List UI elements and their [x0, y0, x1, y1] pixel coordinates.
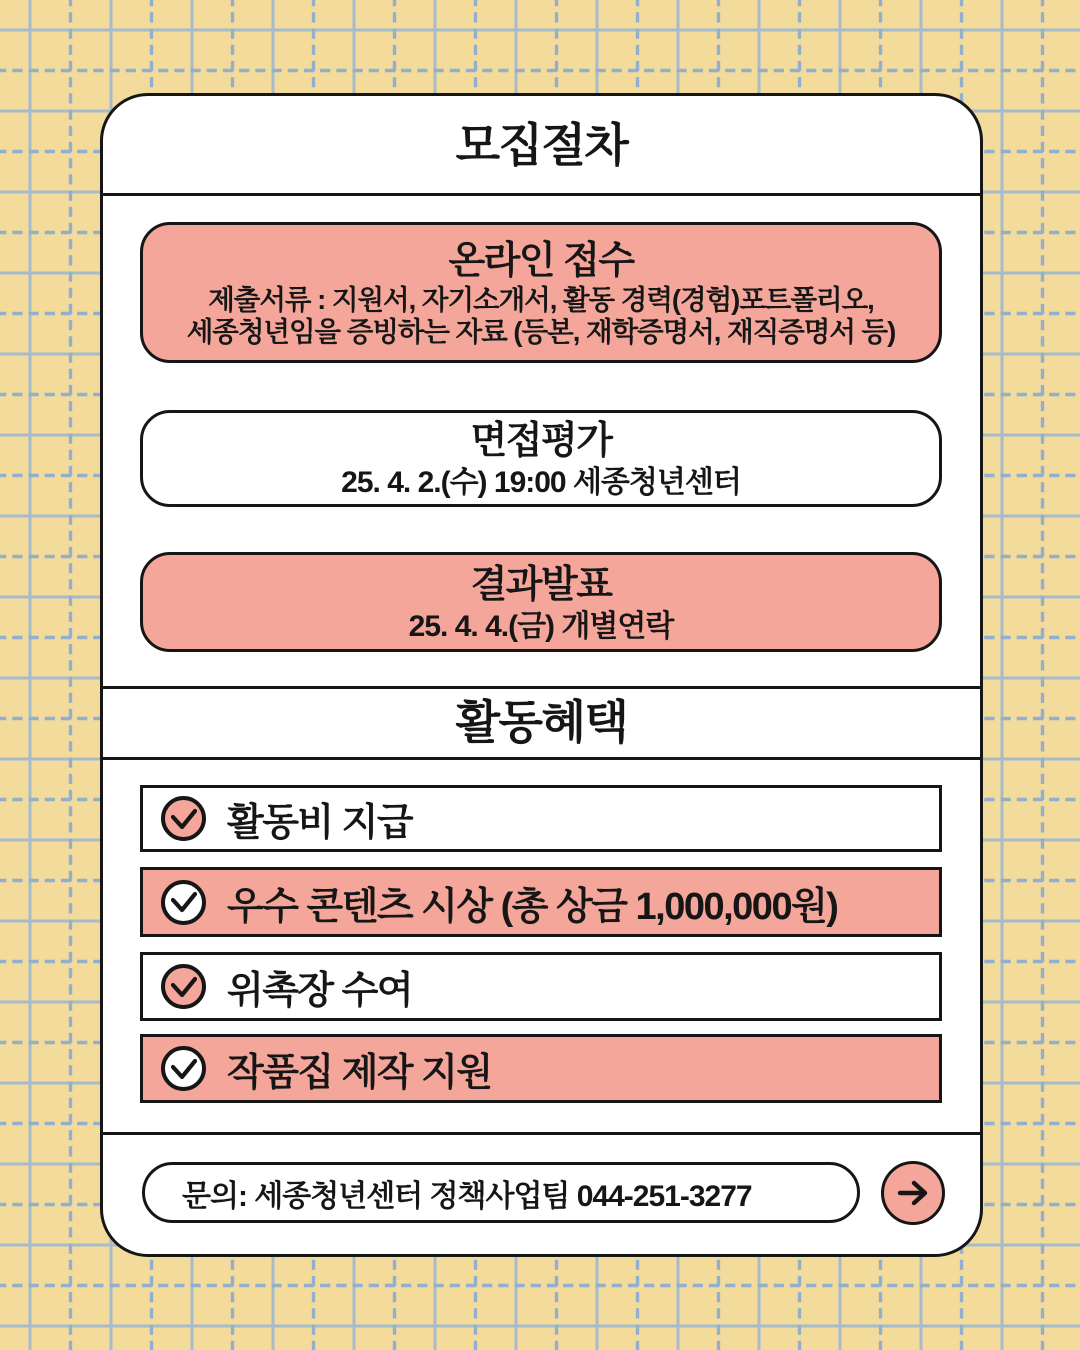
benefit-item-activity-fee [140, 785, 942, 852]
divider [103, 193, 980, 196]
divider [103, 1132, 980, 1135]
check-icon [161, 796, 206, 841]
step-detail: 25. 4. 2.(수) 19:00 세종청년센터 [341, 466, 741, 499]
arrow-right-icon [897, 1179, 929, 1207]
benefit-item-portfolio-book [140, 1034, 942, 1103]
check-icon [161, 1046, 206, 1091]
benefit-item-content-awards [140, 867, 942, 937]
step-title: 결과발표 [470, 563, 612, 606]
step-online-application [140, 222, 942, 363]
check-icon [161, 880, 206, 925]
benefit-label: 위촉장 수여 [227, 970, 413, 1012]
step-result-announcement [140, 552, 942, 652]
contact-pill [142, 1162, 860, 1223]
arrow-right-button[interactable] [881, 1161, 945, 1225]
section-title-benefits: 활동혜택 [455, 696, 628, 748]
step-detail: 세종청년임을 증빙하는 자료 (등본, 재학증명서, 재직증명서 등) [186, 315, 896, 347]
step-detail: 제출서류 : 지원서, 자기소개서, 활동 경력(경험)포트폴리오, [208, 283, 874, 315]
step-title: 면접평가 [470, 420, 612, 462]
step-title: 온라인 접수 [448, 239, 634, 282]
section-title-recruitment-process: 모집절차 [455, 119, 628, 171]
contact-text: 문의: 세종청년센터 정책사업팀 044-251-3277 [182, 1179, 752, 1213]
step-detail: 25. 4. 4.(금) 개별연락 [408, 609, 674, 643]
benefit-label: 활동비 지급 [227, 802, 413, 844]
step-interview-evaluation [140, 410, 942, 507]
divider [103, 757, 980, 760]
benefit-label: 작품집 제작 지원 [227, 1052, 492, 1094]
check-icon [161, 964, 206, 1009]
benefit-label: 우수 콘텐츠 시상 (총 상금 1,000,000원) [227, 885, 838, 928]
info-card [100, 93, 983, 1257]
benefit-item-appointment-certificate [140, 952, 942, 1021]
